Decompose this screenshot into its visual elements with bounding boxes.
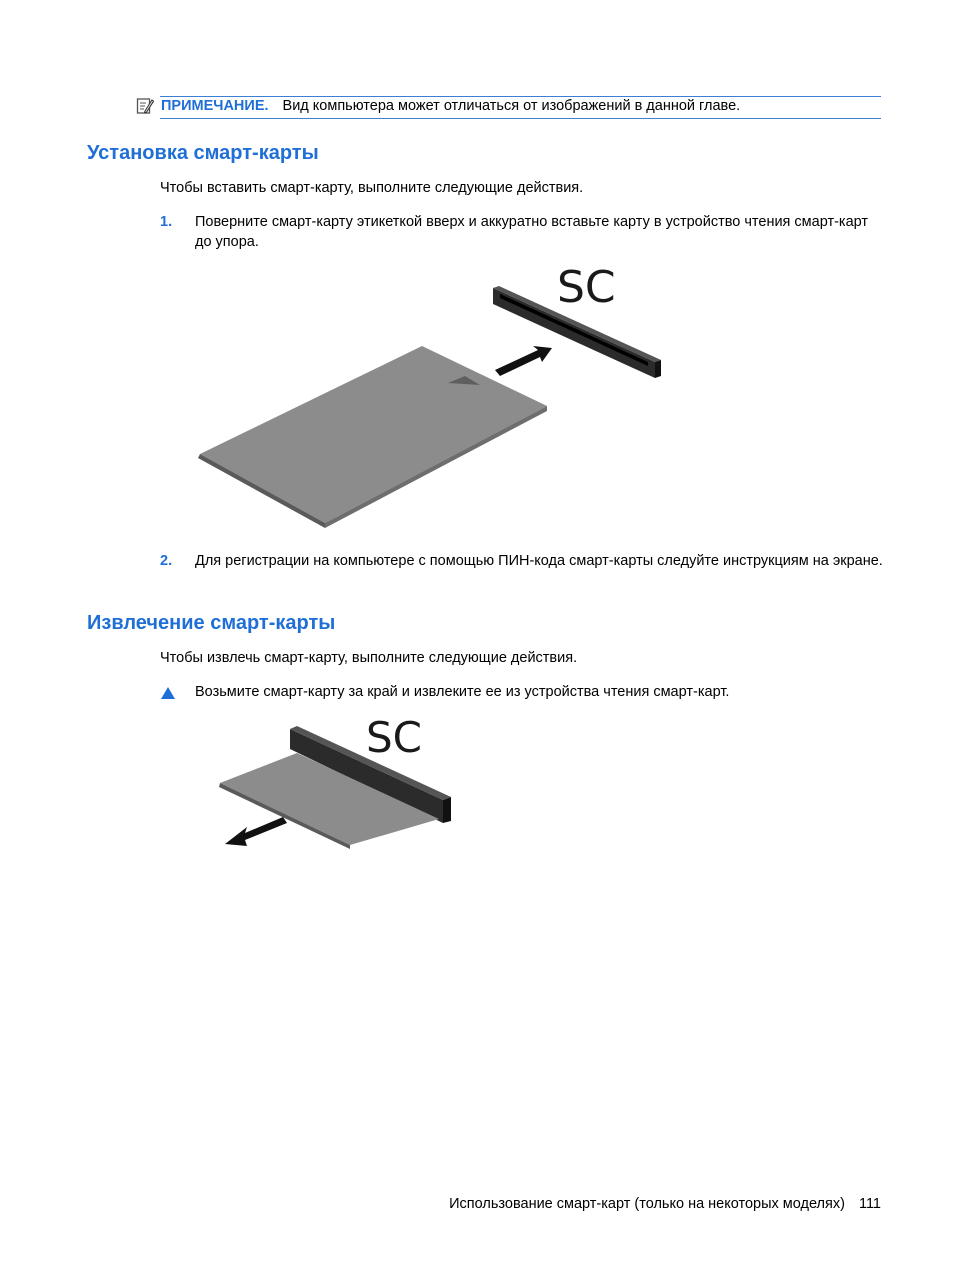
- step-1-number: 1.: [160, 214, 173, 230]
- intro-remove: Чтобы извлечь смарт-карту, выполните следующие действия.: [160, 650, 578, 666]
- heading-insert: Установка смарт-карты: [87, 142, 319, 164]
- step-1-text: Поверните смарт-карту этикеткой вверх и аккуратно вставьте карту в устройство чтения смарт-карт до упора.: [195, 214, 869, 250]
- page-number: 111: [858, 1196, 881, 1212]
- sc-label-remove: SC: [366, 715, 422, 762]
- triangle-bullet-icon: [160, 686, 176, 700]
- step-2-text: Для регистрации на компьютере с помощью ПИН-кода смарт-карты следуйте инструкциям на экране.: [195, 553, 883, 569]
- remove-step-text: Возьмите смарт-карту за край и извлеките ее из устройства чтения смарт-карт.: [195, 684, 730, 700]
- note-body: Вид компьютера может отличаться от изображений в данной главе.: [282, 98, 741, 114]
- smart-card: [198, 346, 547, 528]
- note-text: [161, 97, 740, 115]
- note-label: ПРИМЕЧАНИЕ.: [161, 98, 269, 114]
- heading-remove: Извлечение смарт-карты: [87, 612, 336, 634]
- pencil-note-icon: [136, 97, 154, 115]
- step-2-number: 2.: [160, 553, 173, 569]
- remove-arrow-icon: [225, 817, 287, 846]
- insert-card-illustration: [190, 258, 670, 538]
- remove-card-illustration: [215, 715, 465, 860]
- footer-title: Использование смарт-карт (только на некоторых моделях): [449, 1196, 845, 1212]
- sc-label: SC: [557, 262, 616, 313]
- intro-insert: Чтобы вставить смарт-карту, выполните следующие действия.: [160, 180, 584, 196]
- page-footer: [449, 1194, 881, 1214]
- insert-arrow-icon: [495, 346, 552, 376]
